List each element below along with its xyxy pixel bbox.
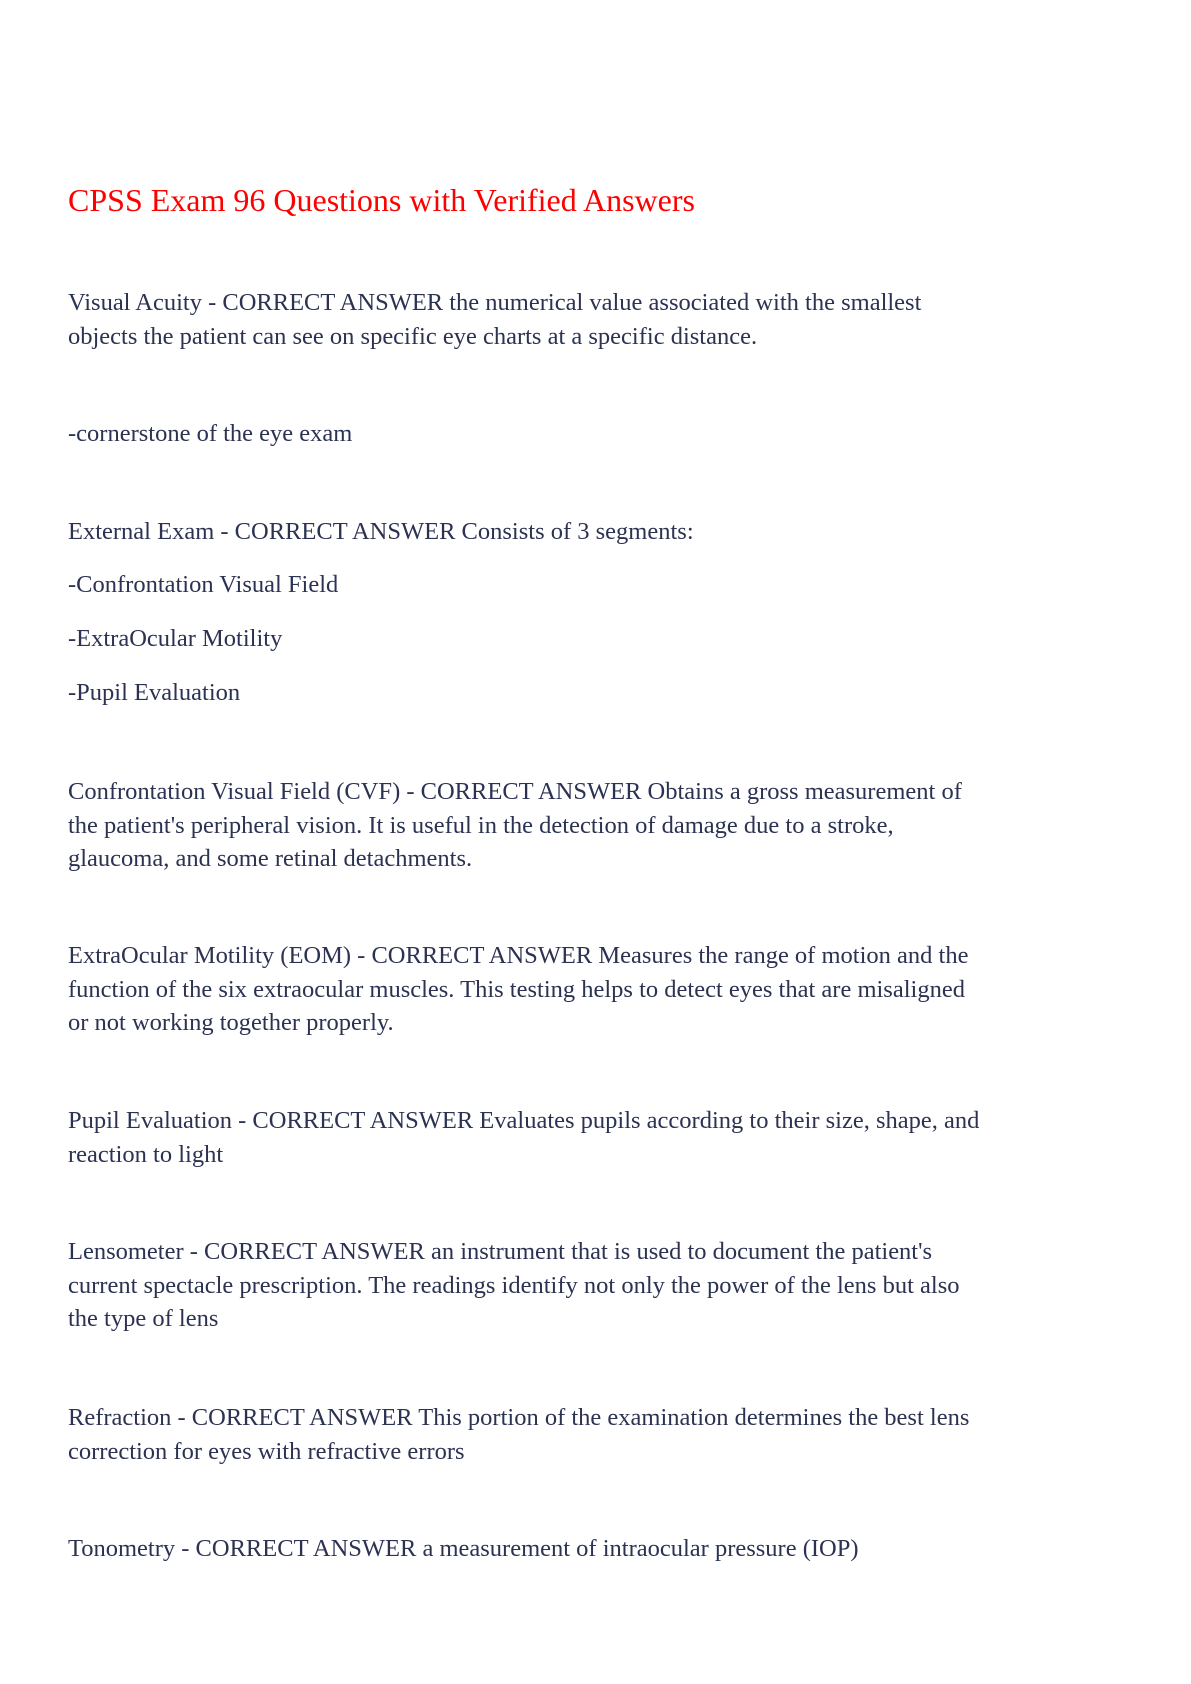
list-item-pupil <box>68 676 240 710</box>
text-line: Visual Acuity - CORRECT ANSWER the numerical value associated with the smallest <box>68 289 922 316</box>
qa-pupil-evaluation <box>68 1104 979 1171</box>
text-line: ExtraOcular Motility (EOM) - CORRECT ANSWER Measures the range of motion and the <box>68 942 969 969</box>
text-line: -Confrontation Visual Field <box>68 571 339 598</box>
qa-visual-acuity <box>68 286 921 353</box>
text-line: current spectacle prescription. The readings identify not only the power of the lens but also <box>68 1271 960 1299</box>
text-line: Lensometer - CORRECT ANSWER an instrument that is used to document the patient's <box>68 1238 933 1265</box>
text-line: Tonometry - CORRECT ANSWER a measurement of intraocular pressure (IOP) <box>68 1535 859 1562</box>
qa-external-exam <box>68 515 694 549</box>
qa-tonometry <box>68 1532 859 1566</box>
text-line: External Exam - CORRECT ANSWER Consists of 3 segments: <box>68 518 694 545</box>
qa-eom <box>68 939 968 1040</box>
qa-refraction <box>68 1401 969 1468</box>
text-line: reaction to light <box>68 1140 224 1168</box>
text-line: glaucoma, and some retinal detachments. <box>68 845 473 873</box>
text-line: -ExtraOcular Motility <box>68 625 283 652</box>
text-line: objects the patient can see on specific eye charts at a specific distance. <box>68 322 758 350</box>
text-line: function of the six extraocular muscles. This testing helps to detect eyes that are misaligned <box>68 975 965 1003</box>
text-line: Pupil Evaluation - CORRECT ANSWER Evaluates pupils according to their size, shape, and <box>68 1107 980 1134</box>
list-item-eom <box>68 622 282 656</box>
document-title: CPSS Exam 96 Questions with Verified Answers <box>68 182 695 218</box>
list-item-cvf <box>68 568 338 602</box>
text-line: correction for eyes with refractive errors <box>68 1437 465 1465</box>
text-line: the type of lens <box>68 1305 219 1333</box>
note-cornerstone <box>68 417 352 451</box>
qa-cvf <box>68 775 962 876</box>
text-line: Refraction - CORRECT ANSWER This portion of the examination determines the best lens <box>68 1404 970 1431</box>
text-line: -Pupil Evaluation <box>68 679 241 706</box>
text-line: -cornerstone of the eye exam <box>68 420 353 447</box>
text-line: Confrontation Visual Field (CVF) - CORRECT ANSWER Obtains a gross measurement of <box>68 778 962 805</box>
text-line: the patient's peripheral vision. It is useful in the detection of damage due to a stroke, <box>68 811 894 839</box>
text-line: or not working together properly. <box>68 1009 394 1037</box>
qa-lensometer <box>68 1235 960 1336</box>
